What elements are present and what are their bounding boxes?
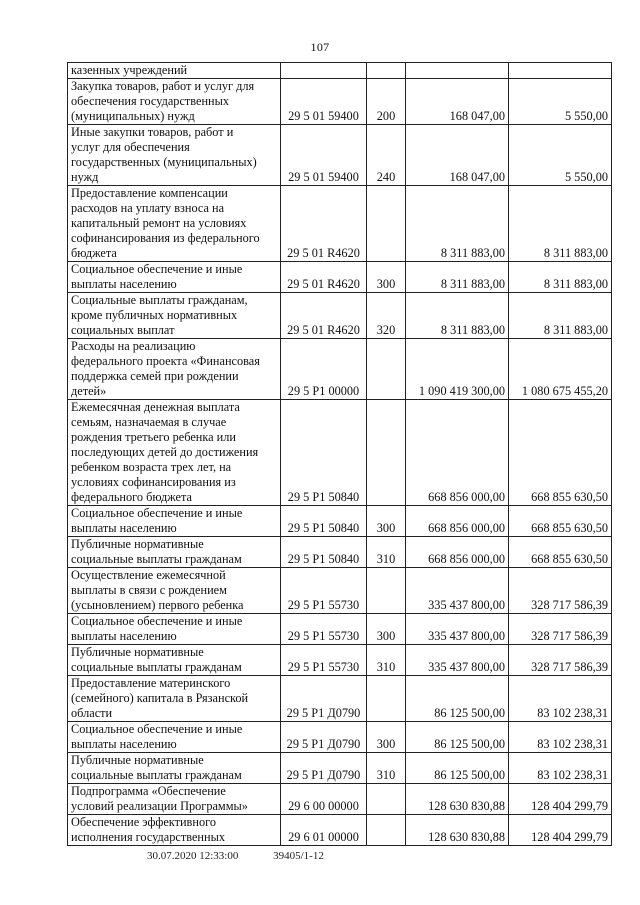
row-planned-amount-cell: 335 437 800,00 [406, 614, 509, 645]
row-code-cell: 29 5 P1 55730 [281, 614, 367, 645]
table-row [68, 753, 612, 784]
table-row [68, 63, 612, 79]
row-name-cell: Социальное обеспечение и иные выплаты населению [68, 614, 281, 645]
row-code-cell: 29 5 P1 50840 [281, 506, 367, 537]
row-expense-type-cell: 300 [367, 722, 406, 753]
row-code-cell: 29 6 00 00000 [281, 784, 367, 815]
row-name-cell: Обеспечение эффективного исполнения государственных [68, 815, 281, 846]
row-code-cell: 29 5 01 59400 [281, 125, 367, 186]
row-executed-amount-cell [509, 63, 612, 79]
row-executed-amount-cell: 668 855 630,50 [509, 506, 612, 537]
row-executed-amount-cell: 8 311 883,00 [509, 186, 612, 262]
row-executed-amount-cell: 668 855 630,50 [509, 400, 612, 506]
page-number: 107 [310, 40, 330, 54]
row-name-cell: Социальное обеспечение и иные выплаты населению [68, 722, 281, 753]
row-planned-amount-cell: 1 090 419 300,00 [406, 339, 509, 400]
row-name-cell: Осуществление ежемесячной выплаты в связи с рождением (усыновлением) первого ребенка [68, 568, 281, 614]
table-row [68, 784, 612, 815]
row-planned-amount-cell: 8 311 883,00 [406, 293, 509, 339]
row-planned-amount-cell: 86 125 500,00 [406, 676, 509, 722]
footer-timestamp: 30.07.2020 12:33:00 [147, 850, 239, 862]
row-expense-type-cell [367, 400, 406, 506]
row-executed-amount-cell: 83 102 238,31 [509, 722, 612, 753]
footer-doc-number: 39405/1-12 [273, 850, 324, 862]
row-planned-amount-cell: 128 630 830,88 [406, 784, 509, 815]
row-name-cell: Социальные выплаты гражданам, кроме публичных нормативных социальных выплат [68, 293, 281, 339]
row-code-cell: 29 5 P1 50840 [281, 400, 367, 506]
row-name-cell: Социальное обеспечение и иные выплаты населению [68, 506, 281, 537]
row-name-cell: Публичные нормативные социальные выплаты гражданам [68, 645, 281, 676]
row-executed-amount-cell: 668 855 630,50 [509, 537, 612, 568]
row-executed-amount-cell: 8 311 883,00 [509, 293, 612, 339]
row-expense-type-cell [367, 784, 406, 815]
row-code-cell: 29 5 P1 55730 [281, 645, 367, 676]
row-expense-type-cell: 200 [367, 79, 406, 125]
row-expense-type-cell [367, 568, 406, 614]
row-name-cell: Подпрограмма «Обеспечение условий реализации Программы» [68, 784, 281, 815]
row-planned-amount-cell: 168 047,00 [406, 79, 509, 125]
row-executed-amount-cell: 83 102 238,31 [509, 753, 612, 784]
row-expense-type-cell [367, 339, 406, 400]
row-planned-amount-cell: 335 437 800,00 [406, 645, 509, 676]
row-name-cell: Предоставление компенсации расходов на уплату взноса на капитальный ремонт на условиях софинансирования из федерального бюджета [68, 186, 281, 262]
table-row [68, 79, 612, 125]
row-expense-type-cell [367, 676, 406, 722]
table-row [68, 262, 612, 293]
row-expense-type-cell: 310 [367, 645, 406, 676]
budget-table [67, 62, 612, 846]
row-planned-amount-cell: 668 856 000,00 [406, 506, 509, 537]
table-row [68, 645, 612, 676]
table-row [68, 506, 612, 537]
row-planned-amount-cell: 8 311 883,00 [406, 186, 509, 262]
row-expense-type-cell: 310 [367, 537, 406, 568]
row-expense-type-cell: 240 [367, 125, 406, 186]
row-planned-amount-cell: 86 125 500,00 [406, 753, 509, 784]
row-name-cell: Ежемесячная денежная выплата семьям, назначаемая в случае рождения третьего ребенка или последующих детей до достижения ребенком возраста трех лет, на условиях софинансирования из федерального бюджета [68, 400, 281, 506]
row-expense-type-cell [367, 63, 406, 79]
table-row [68, 676, 612, 722]
row-planned-amount-cell: 168 047,00 [406, 125, 509, 186]
row-executed-amount-cell: 128 404 299,79 [509, 815, 612, 846]
row-code-cell: 29 5 P1 Д0790 [281, 753, 367, 784]
row-name-cell: Социальное обеспечение и иные выплаты населению [68, 262, 281, 293]
row-expense-type-cell: 300 [367, 614, 406, 645]
row-executed-amount-cell: 328 717 586,39 [509, 645, 612, 676]
row-expense-type-cell: 310 [367, 753, 406, 784]
row-name-cell: Иные закупки товаров, работ и услуг для обеспечения государственных (муниципальных) нужд [68, 125, 281, 186]
row-code-cell [281, 63, 367, 79]
row-code-cell: 29 5 P1 Д0790 [281, 676, 367, 722]
row-expense-type-cell: 300 [367, 506, 406, 537]
row-executed-amount-cell: 5 550,00 [509, 125, 612, 186]
row-code-cell: 29 5 P1 Д0790 [281, 722, 367, 753]
row-code-cell: 29 5 P1 50840 [281, 537, 367, 568]
row-code-cell: 29 5 01 R4620 [281, 262, 367, 293]
table-row [68, 815, 612, 846]
row-executed-amount-cell: 5 550,00 [509, 79, 612, 125]
row-expense-type-cell [367, 186, 406, 262]
row-code-cell: 29 6 01 00000 [281, 815, 367, 846]
table-row [68, 339, 612, 400]
row-planned-amount-cell: 668 856 000,00 [406, 400, 509, 506]
table-row [68, 125, 612, 186]
row-name-cell: Публичные нормативные социальные выплаты гражданам [68, 537, 281, 568]
row-executed-amount-cell: 328 717 586,39 [509, 568, 612, 614]
row-planned-amount-cell: 128 630 830,88 [406, 815, 509, 846]
row-name-cell: Закупка товаров, работ и услуг для обеспечения государственных (муниципальных) нужд [68, 79, 281, 125]
row-name-cell: казенных учреждений [68, 63, 281, 79]
row-expense-type-cell: 320 [367, 293, 406, 339]
row-executed-amount-cell: 128 404 299,79 [509, 784, 612, 815]
row-executed-amount-cell: 1 080 675 455,20 [509, 339, 612, 400]
row-expense-type-cell: 300 [367, 262, 406, 293]
table-row [68, 614, 612, 645]
row-executed-amount-cell: 83 102 238,31 [509, 676, 612, 722]
row-executed-amount-cell: 328 717 586,39 [509, 614, 612, 645]
row-name-cell: Предоставление материнского (семейного) капитала в Рязанской области [68, 676, 281, 722]
row-planned-amount-cell: 335 437 800,00 [406, 568, 509, 614]
row-planned-amount-cell [406, 63, 509, 79]
row-planned-amount-cell: 668 856 000,00 [406, 537, 509, 568]
row-name-cell: Расходы на реализацию федерального проекта «Финансовая поддержка семей при рождении детей» [68, 339, 281, 400]
table-row [68, 293, 612, 339]
row-code-cell: 29 5 01 59400 [281, 79, 367, 125]
row-planned-amount-cell: 8 311 883,00 [406, 262, 509, 293]
row-code-cell: 29 5 01 R4620 [281, 186, 367, 262]
table-row [68, 186, 612, 262]
table-row [68, 568, 612, 614]
table-row [68, 537, 612, 568]
row-code-cell: 29 5 01 R4620 [281, 293, 367, 339]
row-code-cell: 29 5 P1 00000 [281, 339, 367, 400]
row-planned-amount-cell: 86 125 500,00 [406, 722, 509, 753]
row-executed-amount-cell: 8 311 883,00 [509, 262, 612, 293]
table-row [68, 722, 612, 753]
row-code-cell: 29 5 P1 55730 [281, 568, 367, 614]
row-expense-type-cell [367, 815, 406, 846]
page-footer [147, 850, 324, 862]
table-body [68, 63, 612, 846]
table-row [68, 400, 612, 506]
row-name-cell: Публичные нормативные социальные выплаты гражданам [68, 753, 281, 784]
